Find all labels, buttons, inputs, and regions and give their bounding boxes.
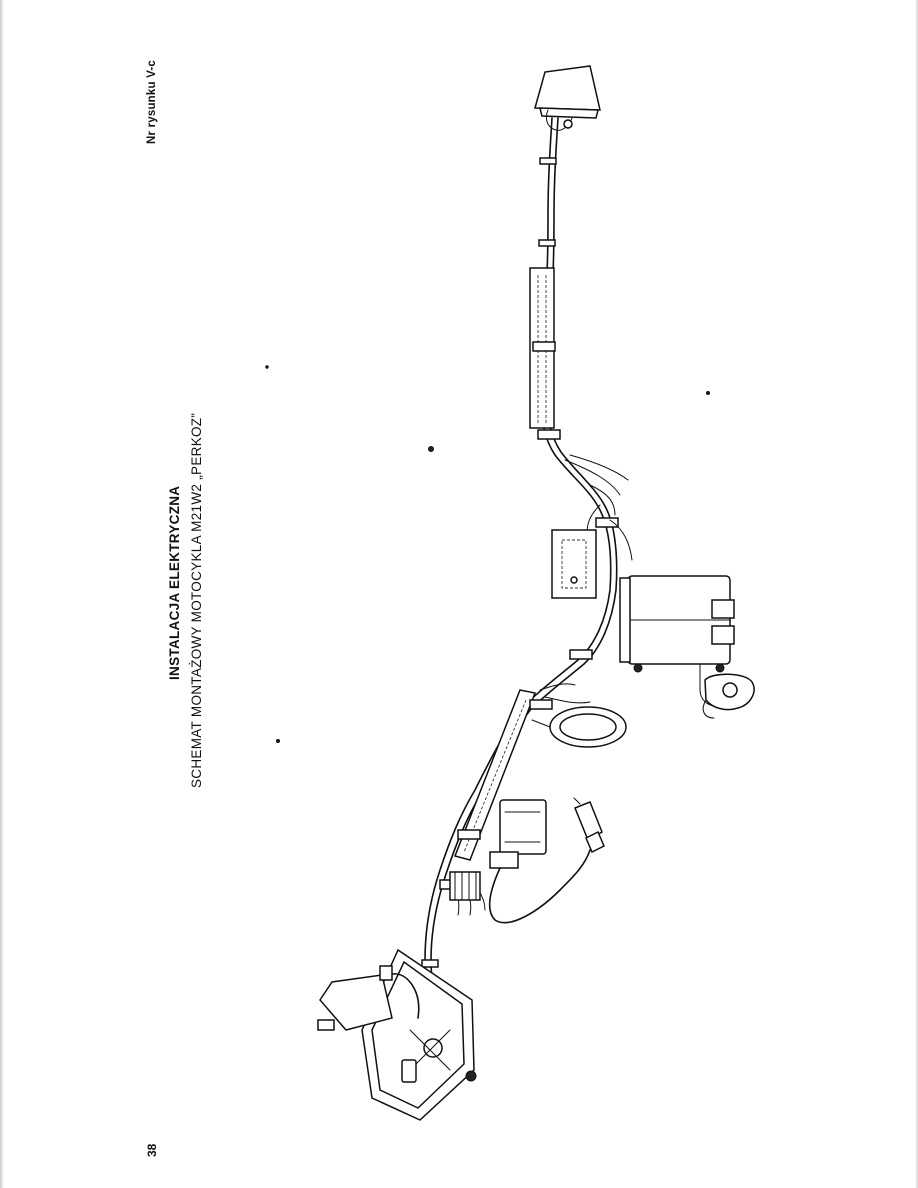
spark-plug-cap-icon <box>574 798 604 852</box>
diagram-subtitle: SCHEMAT MONTAŻOWY MOTOCYKLA M21W2 „PERKOZ” <box>189 412 204 788</box>
figure-number: Nr rysunku V-c <box>146 60 158 144</box>
ignition-coil-icon <box>490 800 590 923</box>
tail-lamp-icon <box>535 66 600 130</box>
regulator-icon <box>552 530 596 598</box>
page-number: 38 <box>145 1143 159 1157</box>
wiring-harness-icon <box>422 118 632 1035</box>
diagram-title: INSTALACJA ELEKTRYCZNA <box>167 485 182 680</box>
ignition-switch-icon <box>703 674 754 718</box>
horn-icon <box>532 707 626 747</box>
